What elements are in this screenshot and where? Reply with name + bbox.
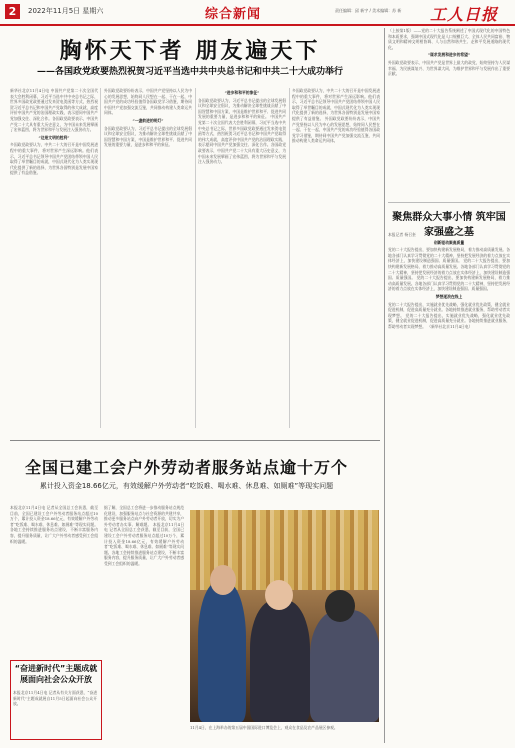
right-byline: 本报记者 杨召奎	[388, 232, 416, 237]
lead-subtitle-2: “一盏前进的明灯”	[132, 117, 164, 123]
right-footer: （新华社北京11月4日电）	[427, 323, 473, 329]
right-subtitle-1: “谋求发展和进步的希望”	[427, 52, 471, 58]
lead-byline: 新华社北京11月4日电	[10, 88, 50, 93]
second-body-2: 据了解，全国总工会将进一步推动服务站点规范化建设，加强服务站点与社会资源的共建共享，推动更多服务站点向户外劳动者开放，切实为户外劳动者办实事、解难题。	[104, 505, 184, 527]
lead-body: 中国共产党第二十次全国代表大会胜利闭幕，习近平当选中共中央总书记之际，世界多国政党政要通过发来贺电贺函等方式，热烈祝贺习近平总书记和中国共产党取得的伟大成就，高度评价中国共产党的治国理政实践，表示愿同中国共产党加强交往、深化合作。各国政党政要表示，中国共产党二十大具有重大历史意义，为中国未来发展擘画了宏伟蓝图，将为世界和平与发展注入强劲动力。	[10, 88, 98, 133]
column-divider	[195, 88, 196, 428]
second-body-3: 本报北京11月4日电 记者从全国总工会获悉，截至目前，全国已建设工会户外劳动者服务站点超过10万个，累计投入资金18.66亿元，有效缓解户外劳动者“吃饭难、喝水难、休息难、如厕难”等现实问题。各地工会持续推进服务站点建设，不断丰富服务内容，提升服务质量，让广大户外劳动者感受到工会组织的温暖。	[104, 521, 184, 566]
column-divider	[100, 88, 101, 428]
right-column-divider	[384, 28, 385, 743]
second-subhead: 累计投入资金18.66亿元，有效缓解户外劳动者“吃饭难、喝水难、休息难、如厕难”等现实问题	[39, 482, 334, 490]
second-column-2	[104, 505, 184, 735]
page-header	[0, 0, 515, 26]
lead-column-3	[198, 88, 286, 428]
second-body: 本报北京11月4日电 记者从全国总工会获悉，截至目前，全国已建设工会户外劳动者服务站点超过10万个，累计投入资金18.66亿元，有效缓解户外劳动者“吃饭难、喝水难、休息难、如厕难”等现实问题。各地工会持续推进服务站点建设，不断丰富服务内容，提升服务质量，让广大户外劳动者感受到工会组织的温暖。	[10, 505, 98, 544]
right-body-2b: 党的二十大报告提出，要加快构建新发展格局，着力推动高质量发展。各地各部门认真学习贯彻党的二十大精神，坚持把发展经济的着力点放在实体经济上，加快建设制造强国、质量强国。	[388, 258, 510, 281]
second-headline: 全国已建工会户外劳动者服务站点逾十万个	[24, 458, 348, 477]
right-body-3b: 党的二十大报告提出，实施就业优先战略，强化就业优先政策，健全就业促进机制，促进高质量充分就业。各地持续推进就业服务，帮助劳动者实现梦想。	[388, 312, 510, 329]
lead-subhead: ——各国政党政要热烈祝贺习近平当选中共中央总书记和中共二十大成功举行	[36, 67, 343, 77]
right-body-2c: 党的二十大报告提出，要加快构建新发展格局，着力推动高质量发展。各地各部门认真学习贯彻党的二十大精神，坚持把发展经济的着力点放在实体经济上，加快建设制造强国、质量强国。	[388, 275, 510, 292]
photo-person	[310, 610, 379, 722]
news-photo	[190, 510, 379, 722]
lead-column-1	[10, 88, 98, 428]
lead-column-2	[104, 88, 192, 428]
photo-person	[198, 582, 246, 722]
column-divider	[289, 88, 290, 428]
lead-body-5: 各国政党政要认为，习近平总书记提出的全球发展倡议和全球安全倡议，为推动解决全球性挑战贡献了中国智慧和中国方案，中国是维护世界和平、促进共同发展的重要力量，是进步和和平的象征。	[198, 97, 286, 120]
right-body-2: 党的二十大报告提出，要加快构建新发展格局，着力推动高质量发展。各地各部门认真学习贯彻党的二十大精神，坚持把发展经济的着力点放在实体经济上，加快建设制造强国、质量强国。	[388, 247, 510, 264]
right-column-top	[388, 28, 510, 198]
lead-subtitle-3: “进步和和平的象征”	[224, 90, 260, 95]
lead-body-2: 多国政党政要认为，中共二十大的召开是中国发展进程中的重大事件，将对世界产生深远影响。他们表示，习近平总书记领导中国共产党团结带领中国人民取得了举世瞩目的成就，中国式现代化为人类实现现代化提供了新的选择，为世界各国特别是发展中国家提供了有益借鉴。	[10, 142, 98, 176]
right-subtitle-3: 梦想逐浪在线上	[435, 293, 463, 299]
photo-person	[250, 600, 310, 722]
photo-caption: 11月4日，在上海举办的第五届中国国际进口博览会上，观众在食品及农产品展区参观。	[190, 725, 338, 730]
right-body-3: 党的二十大报告提出，实施就业优先战略，强化就业优先政策，健全就业促进机制，促进高质量充分就业。各地持续推进就业服务，帮助劳动者实现梦想。	[388, 301, 510, 318]
right-top-text: （上接第1版）——党的二十大报告系统阐述了中国式现代化的中国特色和本质要求，强调中国式现代化是人口规模巨大、全体人民共同富裕、物质文明和精神文明相协调、人与自然和谐共生、走和平发展道路的现代化。	[388, 28, 510, 50]
right-subtitle-2: 创新驱动聚高质量	[433, 239, 465, 245]
lead-body-4: 各国政党政要认为，习近平总书记提出的全球发展倡议和全球安全倡议，为推动解决全球性挑战贡献了中国智慧和中国方案，中国是维护世界和平、促进共同发展的重要力量，是进步和和平的象征。	[104, 125, 192, 148]
photo-person-head	[325, 590, 355, 622]
lead-body-7: 多国政党政要认为，中共二十大的召开是中国发展进程中的重大事件，将对世界产生深远影响。他们表示，习近平总书记领导中国共产党团结带领中国人民取得了举世瞩目的成就，中国式现代化为人类实现现代化提供了新的选择，为世界各国特别是发展中国家提供了有益借鉴。	[292, 88, 380, 121]
photo-person-head	[210, 565, 236, 595]
lead-body-8: 外国政党政要纷纷表示，中国共产党坚持以人民为中心的发展思想，始终同人民想在一起、干在一起，中国共产党的成功经验值得各国政党学习借鉴，期待同中国共产党加强交流互鉴，共同推动构建人类命运共同体。	[292, 115, 380, 144]
right-article-title: 聚焦群众大事小情 筑牢国家强盛之基	[392, 212, 506, 238]
lead-body-6: 中国共产党第二十次全国代表大会胜利闭幕，习近平当选中共中央总书记之际，世界多国政党政要通过发来贺电贺函等方式，热烈祝贺习近平总书记和中国共产党取得的伟大成就，高度评价中国共产党的治国理政实践，表示愿同中国共产党加强交往、深化合作。各国政党政要表示，中国共产党二十大具有重大历史意义，为中国未来发展擘画了宏伟蓝图，将为世界和平与发展注入强劲动力。	[198, 114, 286, 165]
issue-date: 2022年11月5日 星期六	[28, 7, 104, 15]
article-divider	[10, 440, 380, 441]
editor-credits: 责任编辑：邱 新宇 / 美术编辑：苏 新	[335, 8, 402, 13]
photo-person-head	[265, 580, 293, 610]
masthead-logo: 工人日报	[430, 5, 499, 24]
lead-subtitle-1: “这是文明的胜利”	[38, 134, 70, 140]
exhibition-box-body: 本报北京11月4日电 记者从有关方面获悉，“奋进新时代”主题成就展自11月5日起面向社会公众开放。	[13, 690, 97, 707]
lead-headline: 胸怀天下者 朋友遍天下	[59, 38, 321, 64]
section-title: 综合新闻	[205, 7, 262, 22]
lead-column-4	[292, 88, 380, 428]
page-number: 2	[5, 4, 20, 19]
right-article-body	[388, 232, 510, 740]
right-body-1: 外国政党政要表示，中国共产党是世界上最大的政党，始终坚持为人民谋幸福、为民族谋复兴、为世界谋大同，为维护世界和平与发展作出了重要贡献。	[388, 59, 510, 77]
second-column-1	[10, 505, 98, 655]
lead-body-3: 外国政党政要纷纷表示，中国共产党坚持以人民为中心的发展思想，始终同人民想在一起、干在一起，中国共产党的成功经验值得各国政党学习借鉴，期待同中国共产党加强交流互鉴，共同推动构建人类命运共同体。	[104, 88, 192, 116]
right-divider	[388, 202, 510, 203]
exhibition-box-title: “奋进新时代”主题成就展面向社会公众开放	[14, 664, 98, 684]
